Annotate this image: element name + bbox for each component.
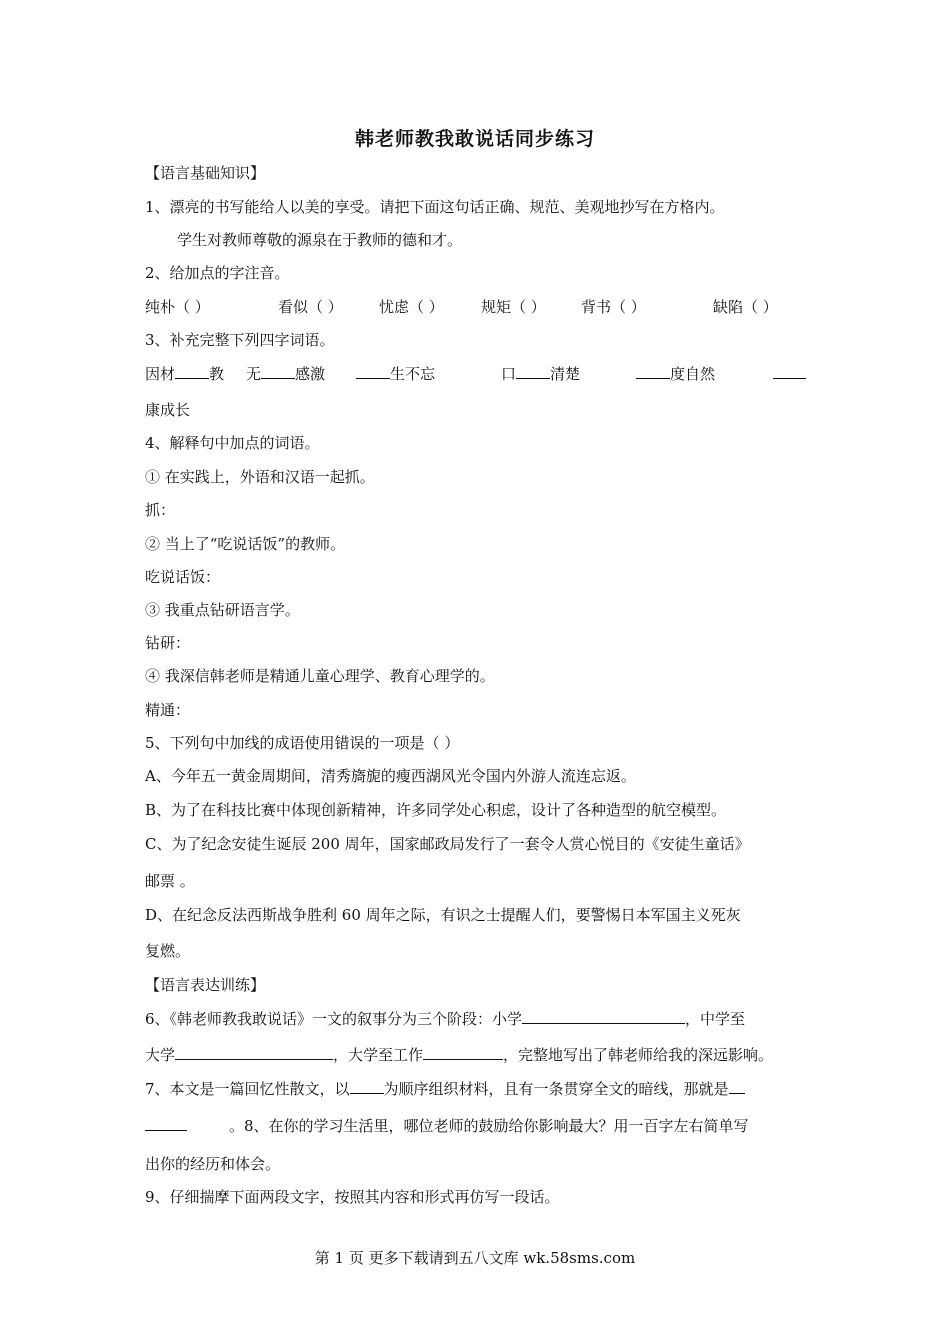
question-4-answer-1: 抓： xyxy=(145,501,176,519)
blank-line[interactable] xyxy=(175,364,209,379)
section-heading-expression: 【语言表达训练】 xyxy=(145,976,266,994)
idiom-item: 度自然 xyxy=(636,364,715,384)
question-1: 1、漂亮的书写能给人以美的享受。请把下面这句话正确、规范、美观地抄写在方格内。 xyxy=(145,198,725,216)
question-4: 4、解释句中加点的词语。 xyxy=(145,434,320,452)
idiom-item: 生不忘 xyxy=(356,364,435,384)
question-5-option-c-continued: 邮票 。 xyxy=(145,872,195,890)
pinyin-item: 看似（ ） xyxy=(278,298,343,316)
blank-line[interactable] xyxy=(145,1116,187,1131)
question-3: 3、补充完整下列四字词语。 xyxy=(145,331,335,349)
section-heading-basics: 【语言基础知识】 xyxy=(145,164,266,182)
pinyin-item: 纯朴（ ） xyxy=(145,298,210,316)
blank-line[interactable] xyxy=(356,364,390,379)
question-5-option-c: C、为了纪念安徒生诞辰 200 周年，国家邮政局发行了一套令人赏心悦目的《安徒生童话》 xyxy=(145,835,750,853)
idiom-item: 口 清楚 xyxy=(501,365,581,383)
question-6-continued: 大学 ，大学至工作 ，完整地写出了韩老师给我的深远影响。 xyxy=(145,1046,774,1064)
pinyin-item: 忧虑（ ） xyxy=(379,298,444,316)
pinyin-item: 缺陷（ ） xyxy=(713,298,778,316)
page-title: 韩老师教我敢说话同步练习 xyxy=(354,128,595,150)
idiom-item: 因材 教 xyxy=(145,365,225,383)
question-7: 7、本文是一篇回忆性散文，以 为顺序组织材料，且有一条贯穿全文的暗线，那就是 xyxy=(145,1079,745,1099)
question-1-sentence: 学生对教师尊敬的源泉在于教师的德和才。 xyxy=(177,231,463,249)
question-8: 。8、在你的学习生活里，哪位老师的鼓励给你影响最大？用一百字左右简单写 xyxy=(145,1116,749,1136)
question-6: 6、《韩老师教我敢说话》一文的叙事分为三个阶段：小学 ，中学至 xyxy=(145,1010,746,1028)
question-9: 9、仔细揣摩下面两段文字，按照其内容和形式再仿写一段话。 xyxy=(145,1188,560,1206)
blank-line[interactable] xyxy=(516,364,550,379)
question-2: 2、给加点的字注音。 xyxy=(145,264,290,282)
question-4-sentence-1: ① 在实践上，外语和汉语一起抓。 xyxy=(145,468,375,486)
blank-line[interactable] xyxy=(773,364,806,379)
question-4-answer-2: 吃说话饭： xyxy=(145,568,221,586)
question-5-option-a: A、今年五一黄金周期间，清秀旖旎的瘦西湖风光令国内外游人流连忘返。 xyxy=(145,767,636,785)
idiom-item-continued: 康成长 xyxy=(145,401,191,419)
page-footer: 第 1 页 更多下载请到五八文库 wk.58sms.com xyxy=(314,1249,636,1267)
blank-line[interactable] xyxy=(350,1079,384,1094)
blank-line[interactable] xyxy=(175,1045,333,1060)
blank-line[interactable] xyxy=(636,364,670,379)
idiom-item: 无 感激 xyxy=(246,365,326,383)
question-4-answer-3: 钻研： xyxy=(145,634,191,652)
question-4-sentence-4: ④ 我深信韩老师是精通儿童心理学、教育心理学的。 xyxy=(145,667,495,685)
blank-line[interactable] xyxy=(423,1045,503,1060)
blank-line[interactable] xyxy=(522,1009,685,1024)
idiom-item xyxy=(773,364,806,384)
question-5-option-d: D、在纪念反法西斯战争胜利 60 周年之际，有识之士提醒人们，要警惕日本军国主义死灰 xyxy=(145,906,741,924)
pinyin-item: 背书（ ） xyxy=(581,298,646,316)
question-4-sentence-3: ③ 我重点钻研语言学。 xyxy=(145,601,300,619)
question-4-sentence-2: ② 当上了“吃说话饭”的教师。 xyxy=(145,535,346,553)
blank-line[interactable] xyxy=(261,364,295,379)
question-5-option-d-continued: 复燃。 xyxy=(145,942,191,960)
pinyin-item: 规矩（ ） xyxy=(481,298,546,316)
question-5: 5、下列句中加线的成语使用错误的一项是（ ） xyxy=(145,734,460,752)
question-4-answer-4: 精通： xyxy=(145,701,191,719)
blank-line[interactable] xyxy=(729,1079,745,1094)
question-8-continued: 出你的经历和体会。 xyxy=(145,1155,281,1173)
question-5-option-b: B、为了在科技比赛中体现创新精神，许多同学处心积虑，设计了各种造型的航空模型。 xyxy=(145,801,727,819)
